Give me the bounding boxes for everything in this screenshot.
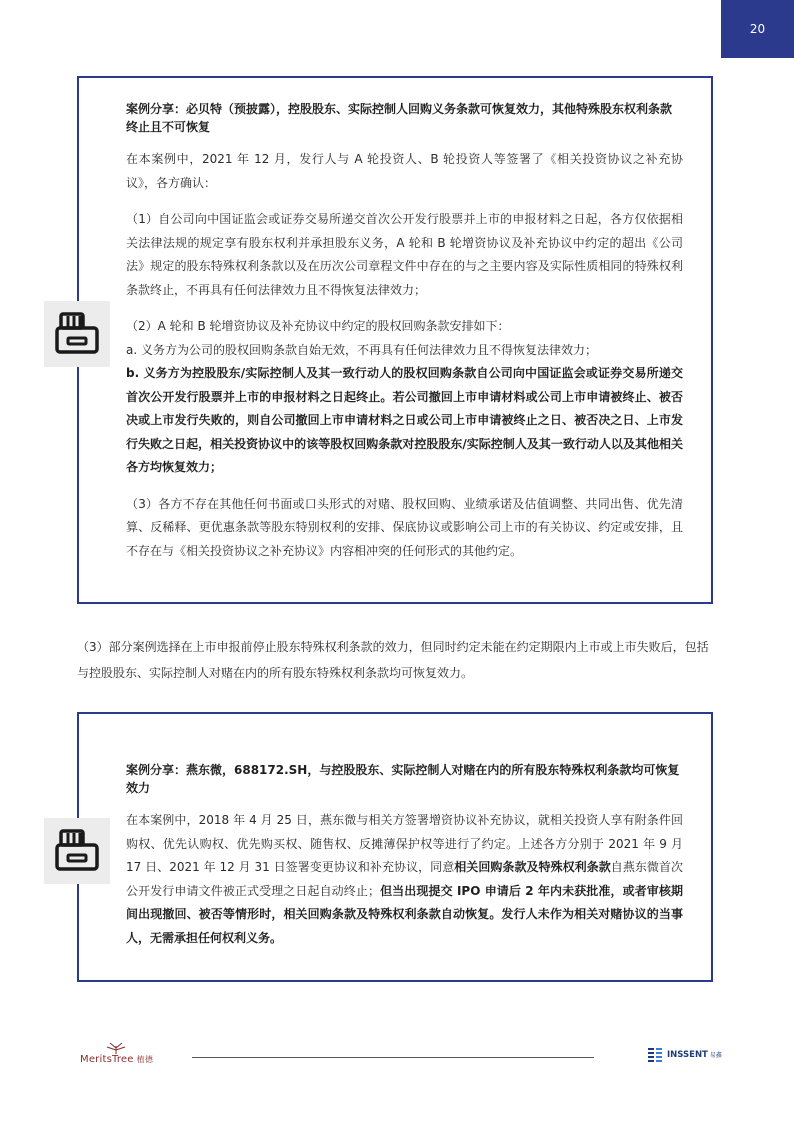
body-paragraph: （3）部分案例选择在上市申报前停止股东特殊权利条款的效力，但同时约定未能在约定期限内上市或上市失败后，包括与控股股东、实际控制人对赌在内的所有股东特殊权利条款均可恢复效力。 xyxy=(77,640,709,680)
case-item-3: （3）各方不存在其他任何书面或口头形式的对赌、股权回购、业绩承诺及估值调整、共同出售、优先清算、反稀释、更优惠条款等股东特别权利的安排、保底协议或影响公司上市的有关协议、约定或安排，且不存在与《相关投资协议之补充协议》内容相冲突的任何形式的其他约定。 xyxy=(126,496,683,558)
case-text-bold: 但当出现提交 IPO 申请后 2 年内未获批准，或者审核期间出现撤回、被否等情形时， xyxy=(126,883,683,921)
case-text-bold: 相关回购条款及特殊权利条款自动恢复。发行人未作为相关对赌协议的当事人，无需承担任何权利义务。 xyxy=(126,907,683,945)
case-file-icon xyxy=(53,310,101,358)
case-title: 案例分享：燕东微，688172.SH，与控股股东、实际控制人对赌在内的所有股东特殊权利条款均可恢复效力 xyxy=(126,763,680,795)
brand-name-text: MeritsTree xyxy=(80,1054,134,1065)
case-text-part: 自燕东微首次公开发行申请文件被正式受理之日起自动终止； xyxy=(126,860,683,898)
case-item-2-head: （2）A 轮和 B 轮增资协议及补充协议中约定的股权回购条款安排如下： xyxy=(126,319,510,333)
brand-name xyxy=(80,1054,153,1065)
case-item-2a: a. 义务方为公司的股权回购条款自始无效，不再具有任何法律效力且不得恢复法律效力； xyxy=(126,342,597,357)
brand-name-cn: 植德 xyxy=(136,1055,154,1064)
case-file-icon xyxy=(53,827,101,875)
case-text xyxy=(126,809,683,950)
meritstree-logo xyxy=(80,1042,170,1072)
brand-name xyxy=(667,1050,722,1060)
tree-logo-icon xyxy=(103,1042,129,1054)
case-item-1: （1）自公司向中国证监会或证券交易所递交首次公开发行股票并上市的申报材料之日起，各方仅依据相关法律法规的规定享有股东权利并承担股东义务，A 轮和 B 轮增资协议及补充协议中约定的超出《公司法》规定的股东特殊权利条款以及在历次公司章程文件中存在的与之主要内容及实际性质相同的特殊权利条款终止，不再具有任何法律效力且不得恢复法律效力； xyxy=(126,212,683,297)
case-icon-tile xyxy=(44,301,110,367)
case-title: 案例分享：必贝特（预披露），控股股东、实际控制人回购义务条款可恢复效力，其他特殊股东权利条款终止且不可恢复 xyxy=(126,102,673,134)
page-number: 20 xyxy=(721,0,794,58)
inssent-logo-icon xyxy=(647,1047,663,1063)
case-text-part: 在本案例中，2018 年 4 月 25 日，燕东微与相关方签署增资协议补充协议，就相关投资人享有附条件回购权、优先认购权、优先购买权、随售权、反摊薄保护权等进行了约定。上述各方分别于 2021 年 9 月 17 日、2021 年 12 月 31 日签署变更协议和补充协议，同意 xyxy=(126,813,683,874)
inssent-logo xyxy=(647,1046,727,1066)
brand-name-cn: 易鑫 xyxy=(709,1052,722,1059)
brand-name-text: INSSENT xyxy=(667,1050,708,1060)
footer-divider xyxy=(192,1057,594,1058)
case-item-2b: b. 义务方为控股股东/实际控制人及其一致行动人的股权回购条款自公司向中国证监会或证券交易所递交首次公开发行股票并上市的申报材料之日起终止。若公司撤回上市申请材料或公司上市申请被终止、被否决或上市发行失败的，则自公司撤回上市申请材料之日或公司上市申请被终止之日、被否决之日、上市发行失败之日起，相关投资协议中的该等股权回购条款对控股股东/实际控制人及其一致行动人以及其他相关各方均恢复效力； xyxy=(126,366,683,474)
case-intro: 在本案例中，2021 年 12 月，发行人与 A 轮投资人、B 轮投资人等签署了《相关投资协议之补充协议》，各方确认： xyxy=(126,152,683,190)
case-box-bibeite xyxy=(77,76,713,604)
case-text-bold: 相关回购条款及特殊权利条款 xyxy=(454,860,611,874)
case-icon-tile xyxy=(44,818,110,884)
case-box-yandongwei xyxy=(77,712,713,982)
